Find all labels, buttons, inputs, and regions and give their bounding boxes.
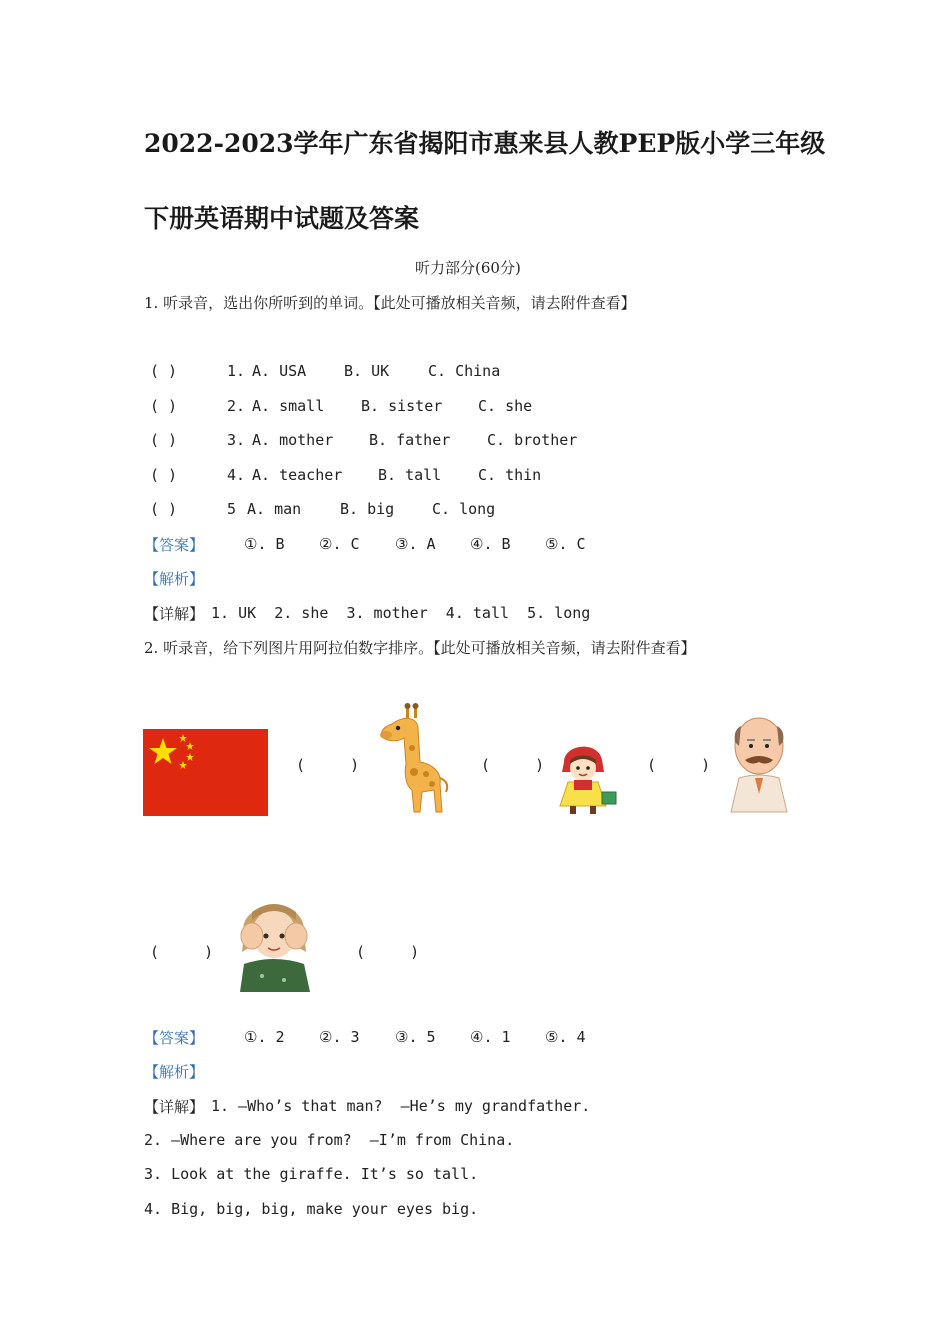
order-blank-3[interactable]: ( ): [647, 756, 711, 774]
item-number: 2.: [227, 397, 246, 415]
detail-label: 【详解】: [144, 1098, 205, 1116]
answer-blank[interactable]: ( ): [150, 362, 178, 380]
girl-covering-eyes-icon: [226, 890, 324, 992]
answer-4: ④. 1: [470, 1028, 511, 1046]
option-b: B. UK: [344, 362, 390, 380]
option-c: C. thin: [478, 466, 542, 484]
answer-3: ③. 5: [395, 1028, 436, 1046]
answer-1: ①. 2: [244, 1028, 285, 1046]
answer-blank[interactable]: ( ): [150, 466, 178, 484]
option-a: A. mother: [252, 431, 334, 449]
answer-3: ③. A: [395, 535, 436, 553]
answer-4: ④. B: [470, 535, 511, 553]
section-heading: 听力部分(60分): [415, 259, 521, 277]
detail-label: 【详解】: [144, 605, 205, 623]
order-blank-5[interactable]: ( ): [356, 943, 420, 961]
option-c: C. she: [478, 397, 533, 415]
option-b: B. tall: [378, 466, 442, 484]
item-number: 5: [227, 500, 237, 518]
analysis-label: 【解析】: [144, 1063, 205, 1081]
grandfather-picture: [725, 716, 795, 816]
item-number: 4.: [227, 466, 246, 484]
china-flag-picture: [143, 729, 268, 816]
analysis-label: 【解析】: [144, 570, 205, 588]
option-a: A. USA: [252, 362, 307, 380]
option-b: B. sister: [361, 397, 443, 415]
answer-blank[interactable]: ( ): [150, 431, 178, 449]
detail-line-2: 2. —Where are you from? —I’m from China.: [144, 1131, 515, 1149]
option-a: A. small: [252, 397, 325, 415]
q2-prompt: 2. 听录音，给下列图片用阿拉伯数字排序。【此处可播放相关音频，请去附件查看】: [144, 639, 696, 657]
answer-blank[interactable]: ( ): [150, 397, 178, 415]
option-c: C. China: [428, 362, 501, 380]
order-blank-4[interactable]: ( ): [150, 943, 214, 961]
item-number: 3.: [227, 431, 246, 449]
girl-covering-eyes-picture: [226, 890, 324, 992]
option-c: C. long: [432, 500, 496, 518]
option-b: B. father: [369, 431, 451, 449]
document-title-line1: 2022-2023学年广东省揭阳市惠来县人教PEP版小学三年级: [144, 129, 826, 158]
answer-2: ②. C: [319, 535, 360, 553]
order-blank-1[interactable]: ( ): [296, 756, 360, 774]
china-flag-icon: [143, 729, 268, 816]
giraffe-icon: [362, 702, 454, 816]
answer-blank[interactable]: ( ): [150, 500, 178, 518]
order-blank-2[interactable]: ( ): [481, 756, 545, 774]
item-number: 1.: [227, 362, 246, 380]
q1-prompt: 1. 听录音，选出你所听到的单词。【此处可播放相关音频，请去附件查看】: [144, 294, 636, 312]
answer-5: ⑤. C: [545, 535, 586, 553]
answer-1: ①. B: [244, 535, 285, 553]
option-a: A. man: [247, 500, 302, 518]
answer-label: 【答案】: [144, 1029, 205, 1047]
detail-text: 1. UK 2. she 3. mother 4. tall 5. long: [211, 604, 591, 622]
girl-red-hood-icon: [550, 738, 620, 816]
answer-label: 【答案】: [144, 536, 205, 554]
answer-2: ②. 3: [319, 1028, 360, 1046]
detail-line-3: 3. Look at the giraffe. It’s so tall.: [144, 1165, 479, 1183]
option-c: C. brother: [487, 431, 578, 449]
detail-line-1: 1. —Who’s that man? —He’s my grandfather.: [211, 1097, 591, 1115]
girl-in-red-hood-picture: [550, 738, 620, 816]
detail-line-4: 4. Big, big, big, make your eyes big.: [144, 1200, 479, 1218]
option-b: B. big: [340, 500, 395, 518]
grandfather-icon: [725, 716, 795, 816]
document-title-line2: 下册英语期中试题及答案: [144, 204, 420, 233]
answer-5: ⑤. 4: [545, 1028, 586, 1046]
giraffe-picture: [362, 702, 454, 816]
option-a: A. teacher: [252, 466, 343, 484]
